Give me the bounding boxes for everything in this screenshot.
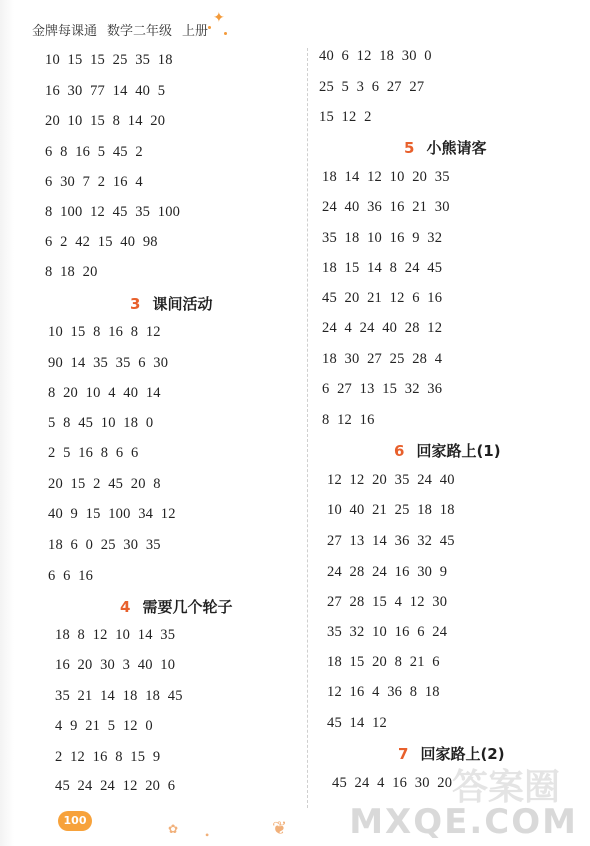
star-icon: ✦ [213, 11, 225, 26]
answer-row: 90 14 35 35 6 30 [48, 355, 169, 371]
section-number: 3 [130, 294, 141, 313]
page-number-badge: 100 [58, 811, 92, 831]
answer-row: 27 28 15 4 12 30 [327, 594, 448, 610]
section-title-5 [404, 137, 486, 158]
section-title-6 [394, 440, 501, 461]
answer-row: 25 5 3 6 27 27 [319, 79, 425, 95]
answer-row: 18 14 12 10 20 35 [322, 169, 450, 185]
answer-row: 12 16 4 36 8 18 [327, 684, 440, 700]
answer-row: 2 12 16 8 15 9 [55, 749, 161, 765]
answer-row: 27 13 14 36 32 45 [327, 533, 455, 549]
answer-row: 15 12 2 [319, 109, 372, 125]
answer-row: 18 8 12 10 14 35 [55, 627, 176, 643]
section-number: 7 [398, 744, 409, 763]
watermark-logo: 答案圈 [451, 767, 560, 808]
page-edge [0, 0, 14, 846]
answer-row: 12 12 20 35 24 40 [327, 472, 455, 488]
page-header [32, 18, 208, 40]
answer-row: 10 40 21 25 18 18 [327, 502, 455, 518]
answer-row: 16 20 30 3 40 10 [55, 657, 176, 673]
answer-row: 8 20 10 4 40 14 [48, 385, 161, 401]
section-number: 6 [394, 441, 405, 460]
answer-row: 20 10 15 8 14 20 [45, 113, 166, 129]
section-title-3 [130, 293, 212, 314]
answer-row: 18 15 20 8 21 6 [327, 654, 440, 670]
answer-row: 4 9 21 5 12 0 [55, 718, 153, 734]
fish-icon: ✿ [168, 822, 179, 836]
answer-row: 35 21 14 18 18 45 [55, 688, 183, 704]
section-heading: 需要几个轮子 [142, 598, 233, 616]
answer-row: 8 100 12 45 35 100 [45, 204, 181, 220]
dot-icon: • [205, 828, 210, 842]
answer-row: 24 28 24 16 30 9 [327, 564, 448, 580]
answer-row: 6 6 16 [48, 568, 94, 584]
answer-row: 8 18 20 [45, 264, 98, 280]
answer-row: 18 15 14 8 24 45 [322, 260, 443, 276]
subject-name: 数学二年级 [107, 23, 173, 39]
answer-row: 18 30 27 25 28 4 [322, 351, 443, 367]
section-number: 4 [120, 597, 131, 616]
answer-row: 18 6 0 25 30 35 [48, 537, 161, 553]
answer-row: 6 8 16 5 45 2 [45, 144, 143, 160]
volume-name: 上册 [182, 23, 209, 39]
answer-row: 45 14 12 [327, 715, 387, 731]
answer-row: 35 18 10 16 9 32 [322, 230, 443, 246]
dot-icon [224, 32, 227, 35]
section-heading: 回家路上(1) [416, 442, 501, 460]
answer-row: 40 6 12 18 30 0 [319, 48, 432, 64]
answer-row: 8 12 16 [322, 412, 375, 428]
dot-icon [208, 26, 211, 29]
answer-row: 16 30 77 14 40 5 [45, 83, 166, 99]
answer-row: 5 8 45 10 18 0 [48, 415, 154, 431]
answer-row: 6 27 13 15 32 36 [322, 381, 443, 397]
answer-row: 20 15 2 45 20 8 [48, 476, 161, 492]
watermark-text: MXQE.COM [349, 802, 578, 842]
answer-row: 45 24 4 16 30 20 [332, 775, 453, 791]
answer-row: 10 15 15 25 35 18 [45, 52, 173, 68]
column-divider [307, 48, 309, 808]
answer-row: 6 30 7 2 16 4 [45, 174, 143, 190]
section-title-4 [120, 596, 232, 617]
section-heading: 回家路上(2) [420, 745, 505, 763]
answer-row: 40 9 15 100 34 12 [48, 506, 176, 522]
answer-row: 2 5 16 8 6 6 [48, 445, 139, 461]
answer-row: 45 20 21 12 6 16 [322, 290, 443, 306]
answer-row: 35 32 10 16 6 24 [327, 624, 448, 640]
answer-row: 24 40 36 16 21 30 [322, 199, 450, 215]
section-heading: 课间活动 [152, 295, 213, 313]
answer-row: 24 4 24 40 28 12 [322, 320, 443, 336]
answer-row: 6 2 42 15 40 98 [45, 234, 158, 250]
answer-row: 45 24 24 12 20 6 [55, 778, 176, 794]
section-number: 5 [404, 138, 415, 157]
answer-row: 10 15 8 16 8 12 [48, 324, 161, 340]
book-name: 金牌每课通 [32, 23, 98, 39]
leaf-icon: ❦ [272, 818, 288, 838]
section-heading: 小熊请客 [426, 139, 487, 157]
